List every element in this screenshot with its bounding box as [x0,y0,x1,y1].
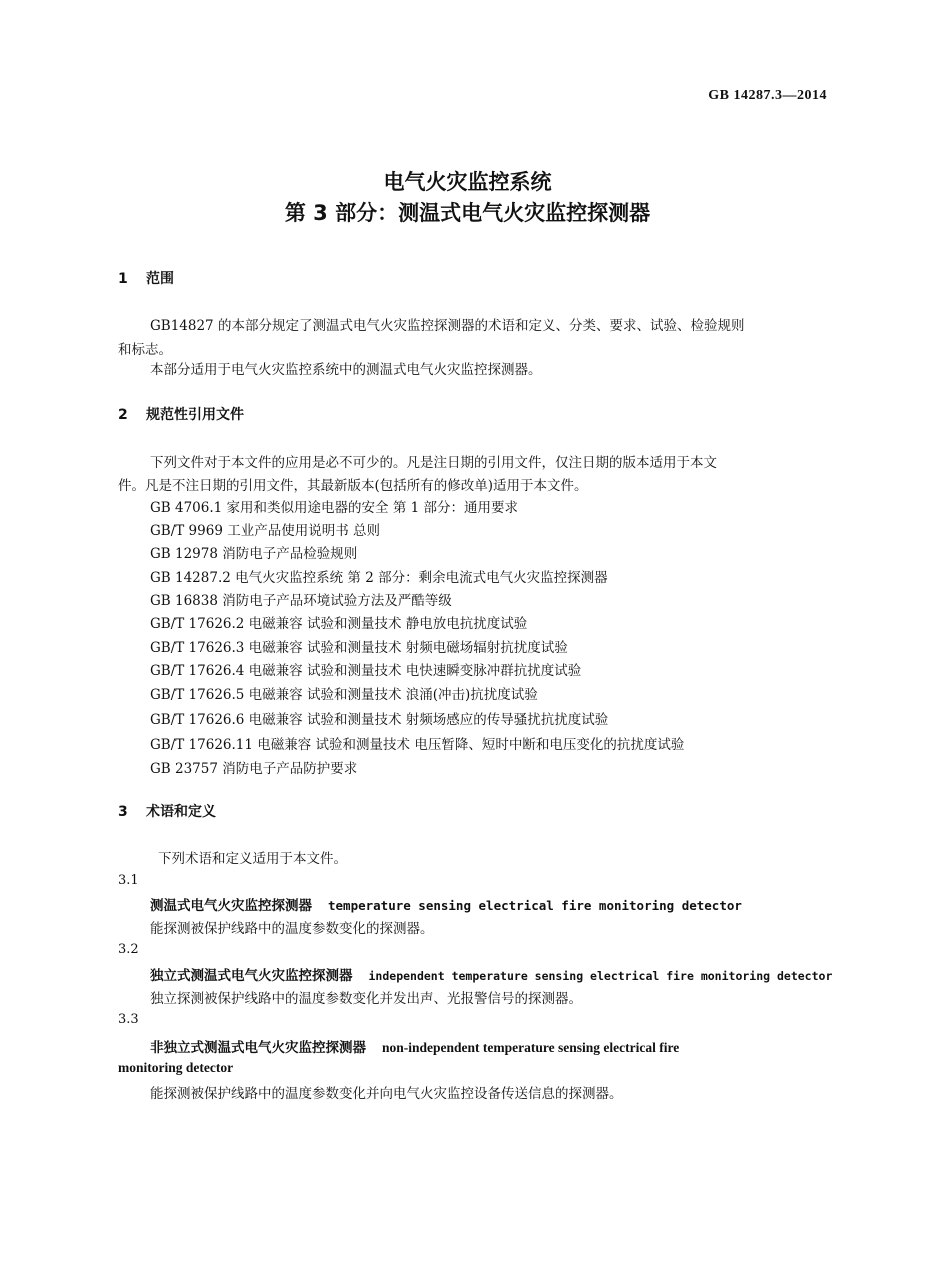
section-heading-terms [118,801,216,821]
term-name-en: non-independent temperature sensing electrical fire [382,1040,680,1055]
term-name-zh: 非独立式测温式电气火灾监控探测器 [150,1040,366,1056]
term-definition: 能探测被保护线路中的温度参数变化的探测器。 [150,921,434,937]
section-number: 2 [118,407,128,423]
term-name [150,1036,679,1056]
section-heading-scope [118,268,174,288]
section-number: 3 [118,804,128,820]
section-title: 规范性引用文件 [146,407,244,423]
normative-intro-a: 下列文件对于本文件的应用是必不可少的。凡是注日期的引用文件，仅注日期的版本适用于本文 [150,455,717,471]
reference-item: GB/T 17626.5 电磁兼容 试验和测量技术 浪涌(冲击)抗扰度试验 [150,687,538,703]
reference-item: GB 12978 消防电子产品检验规则 [150,546,358,562]
document-title-line1: 电气火灾监控系统 [383,170,552,194]
term-definition: 独立探测被保护线路中的温度参数变化并发出声、光报警信号的探测器。 [150,991,582,1007]
reference-item: GB/T 17626.3 电磁兼容 试验和测量技术 射频电磁场辐射抗扰度试验 [150,640,568,656]
term-definition: 能探测被保护线路中的温度参数变化并向电气火灾监控设备传送信息的探测器。 [150,1086,623,1102]
reference-item: GB/T 17626.2 电磁兼容 试验和测量技术 静电放电抗扰度试验 [150,616,528,632]
document-title-line2: 第 3 部分：测温式电气火灾监控探测器 [284,201,651,225]
reference-item: GB 16838 消防电子产品环境试验方法及严酷等级 [150,593,452,609]
section-number: 1 [118,271,128,287]
reference-item: GB 14287.2 电气火灾监控系统 第 2 部分：剩余电流式电气火灾监控探测器 [150,570,608,586]
scope-paragraph-2: 本部分适用于电气火灾监控系统中的测温式电气火灾监控探测器。 [150,362,542,378]
reference-item: GB/T 17626.6 电磁兼容 试验和测量技术 射频场感应的传导骚扰抗扰度试验 [150,712,609,728]
reference-item: GB 23757 消防电子产品防护要求 [150,761,358,777]
reference-item: GB/T 9969 工业产品使用说明书 总则 [150,523,380,539]
reference-item: GB 4706.1 家用和类似用途电器的安全 第 1 部分：通用要求 [150,500,518,516]
term-number: 3.3 [118,1012,139,1027]
term-name [150,964,832,984]
term-name-en: temperature sensing electrical fire monitoring detector [328,898,742,913]
term-name-zh: 测温式电气火灾监控探测器 [150,898,312,914]
term-number: 3.2 [118,942,139,957]
term-name-en-continued: monitoring detector [118,1060,234,1075]
term-name-zh: 独立式测温式电气火灾监控探测器 [150,968,353,984]
terms-intro: 下列术语和定义适用于本文件。 [158,851,347,867]
section-title: 术语和定义 [146,804,216,820]
term-name [150,894,742,914]
term-name-en: independent temperature sensing electrical fire monitoring detector [368,969,833,983]
section-title: 范围 [146,271,174,287]
scope-paragraph-1a: GB14827 的本部分规定了测温式电气火灾监控探测器的术语和定义、分类、要求、试验、检验规则 [150,318,745,334]
section-heading-normative [118,404,244,424]
reference-item: GB/T 17626.11 电磁兼容 试验和测量技术 电压暂降、短时中断和电压变化的抗扰度试验 [150,737,685,753]
reference-item: GB/T 17626.4 电磁兼容 试验和测量技术 电快速瞬变脉冲群抗扰度试验 [150,663,582,679]
standard-code: GB 14287.3—2014 [708,88,827,103]
term-number: 3.1 [118,873,139,888]
scope-paragraph-1b: 和标志。 [118,342,172,358]
normative-intro-b: 件。凡是不注日期的引用文件，其最新版本(包括所有的修改单)适用于本文件。 [118,478,588,494]
